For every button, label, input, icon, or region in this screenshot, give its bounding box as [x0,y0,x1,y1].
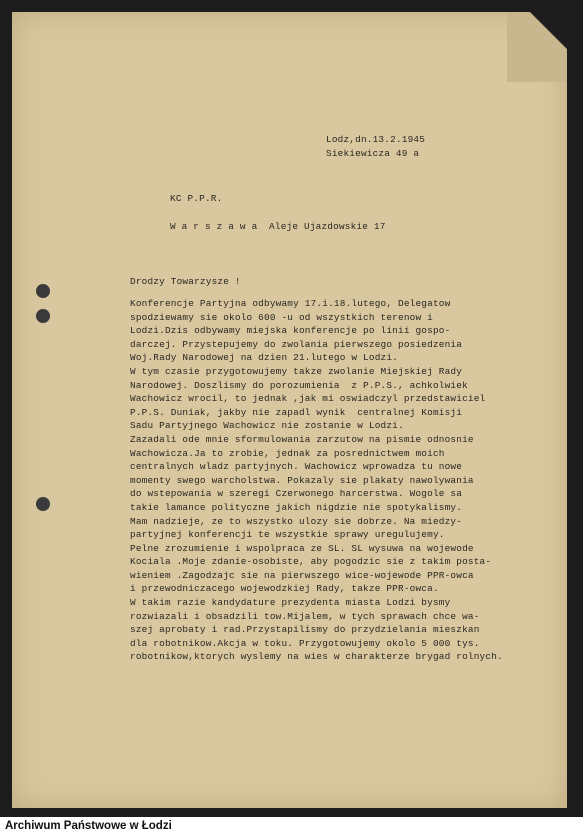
body-line: Zazadali ode mnie sformulowania zarzutow na pismie odnosnie [130,433,474,445]
body-line: robotnikow,ktorych wyslemy na wies w charakterze brygad rolnych. [130,651,503,663]
archive-footer [0,817,583,840]
body-line: takie lamance polityczne jakich nigdzie nie spotykalismy. [130,501,463,513]
body-line: W takim razie kandydature prezydenta miasta Lodzi bysmy [130,597,451,609]
recipient: KC P.P.R. [170,193,223,204]
folded-corner [507,12,567,82]
body-line: wieniem .Zagodzajc sie na pierwszego wice-wojewode PPR-owca [130,569,474,581]
letter-header [326,133,425,160]
punch-hole-icon [36,284,50,298]
recipient-address: W a r s z a w a Aleje Ujazdowskie 17 [170,221,386,232]
punch-hole-icon [36,309,50,323]
body-line: darczej. Przystepujemy do zwolania pierwszego posiedzenia [130,338,463,350]
body-line: Sadu Partyjnego Wachowicz nie zostanie w Lodzi. [130,420,404,432]
body-line: szej aprobaty i rad.Przystapilismy do przydzielania mieszkan [130,624,480,636]
body-line: i przewodniczacego wojewodzkiej Rady, takze PPR-owca. [130,583,439,595]
body-line: Woj.Rady Narodowej na dzien 21.lutego w Lodzi. [130,352,398,364]
body-line: partyjnej konferencji te wszystkie sprawy uregulujemy. [130,529,445,541]
body-line: Wachowicz wrocil, to jednak ,jak mi oswiadczyl przedstawiciel [130,393,486,405]
body-line: rozwiazali i obsadzili tow.Mijalem, w tych sprawach chce wa- [130,610,480,622]
place-date: Lodz,dn.13.2.1945 [326,134,426,145]
body-line: Pelne zrozumienie i wspolpraca ze SL. SL wysuwa na wojewode [130,542,474,554]
body-line: Lodzi.Dzis odbywamy miejska konferencje po linii gospo- [130,325,451,337]
street-address: Siekiewicza 49 a [326,147,420,159]
body-line: W tym czasie przygotowujemy takze zwolanie Miejskiej Rady [130,365,463,377]
body-line: centralnych wladz partyjnych. Wachowicz wprowadza tu nowe [130,461,463,473]
body-line: Kociala .Moje zdanie-osobiste, aby pogodzic sie z takim posta- [130,556,492,568]
body-line: dla robotnikow.Akcja w toku. Przygotowujemy okolo 5 000 tys. [130,637,480,649]
body-line: Mam nadzieje, ze to wszystko ulozy sie dobrze. Na miedzy- [130,515,463,527]
body-line: Narodowej. Doszlismy do porozumienia z P.P.S., achkolwiek [130,379,468,391]
punch-hole-icon [36,497,50,511]
letter-body [130,297,503,664]
body-line: spodziewamy sie okolo 600 -u od wszystkich terenow i [130,311,433,323]
body-line: Konferencje Partyjna odbywamy 17.i.18.lutego, Delegatow [130,298,451,309]
body-line: P.P.S. Duniak, jakby nie zapadl wynik centralnej Komisji [130,406,463,418]
body-line: Wachowicza.Ja to zrobie, jednak za posrednictwem moich [130,447,445,459]
greeting: Drodzy Towarzysze ! [130,276,241,287]
body-line: momenty swego warcholstwa. Pokazaly sie plakaty nawolywania [130,474,474,486]
body-line: do wstepowania w szeregi Czerwonego harcerstwa. Wogole sa [130,488,463,500]
archive-name: Archiwum Państwowe w Łodzi [5,820,172,832]
